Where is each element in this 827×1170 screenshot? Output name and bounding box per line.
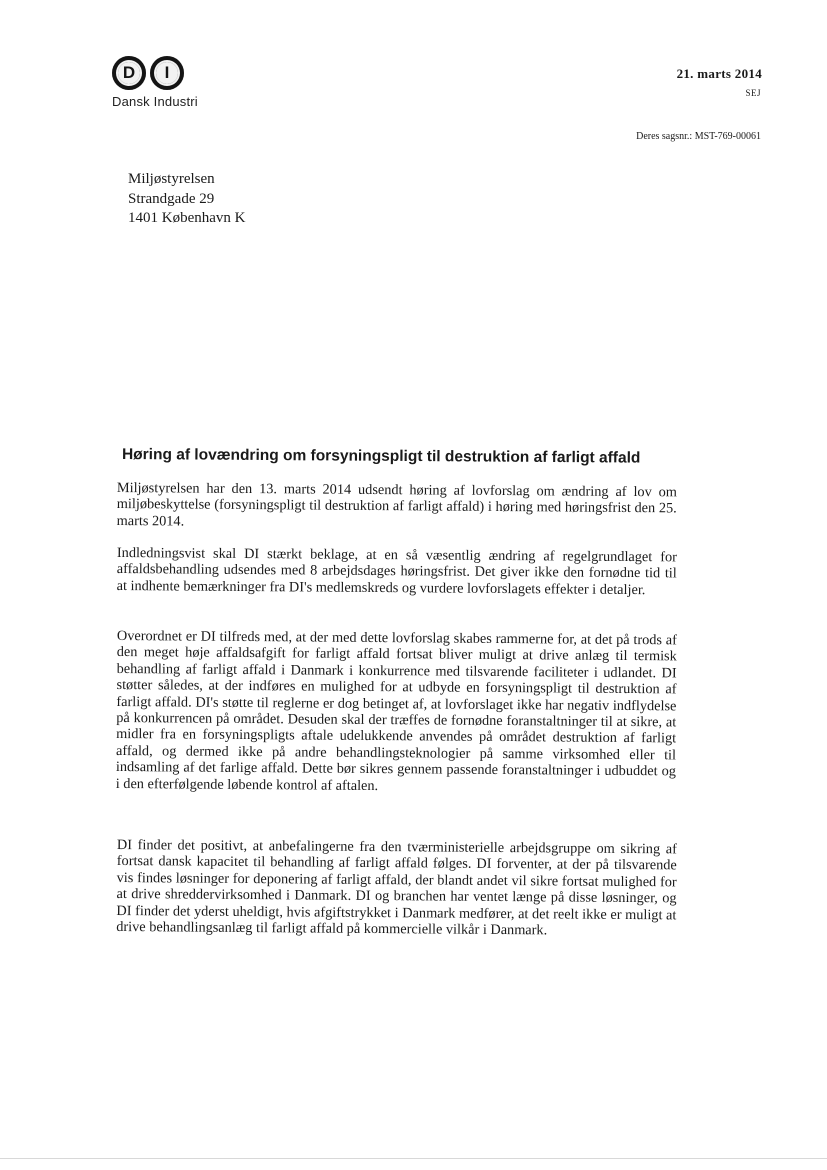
org-name: Dansk Industri bbox=[112, 94, 198, 109]
recipient-address bbox=[128, 170, 245, 229]
logo-letter-d: D bbox=[118, 62, 140, 84]
logo-circle-i bbox=[150, 56, 184, 90]
body-paragraph: Overordnet er DI tilfreds med, at der med dette lovforslag skabes rammerne for, at det på trods af den meget høje affaldsafgift for farligt affald fortsat bliver muligt at drive anlæg til termisk behandling af farligt affald i Danmark i konkurrence med tilsvarende faciliteter i udlandet. DI støtter således, at der indføres en mulighed for at udbyde en forsyningspligt til destruktion af farligt affald. DI's støtte til reglerne er dog betinget af, at lovforslaget ikke har negativ indflydelse på konkurrencen på området. Desuden skal der træffes de fornødne foranstaltninger til at sikre, at midler fra en forsyningspligts aftale udelukkende anvendes på området destruktion af farligt affald, og dermed ikke på andre behandlingsteknologier på samme virksomhed eller til indsamling af det farlige affald. Dette bør sikres gennem passende foranstaltninger i udbuddet og i den efterfølgende løbende kontrol af aftalen. bbox=[115, 628, 677, 794]
sender-initials: SEJ bbox=[745, 88, 761, 98]
case-reference: Deres sagsnr.: MST-769-00061 bbox=[636, 131, 761, 142]
logo-mark bbox=[112, 56, 232, 90]
recipient-name: Miljøstyrelsen bbox=[128, 171, 215, 187]
body-paragraph: DI finder det positivt, at anbefalingerne fra den tværministerielle arbejdsgruppe om sikring af fortsat dansk kapacitet til behandling af farligt affald følges. DI forventer, at der på tilsvarende vis findes løsninger for deponering af farligt affald, der blandt andet vil sikre fortsat mulighed for at drive shreddervirksomhed i Danmark. DI og branchen har ventet længe på disse løsninger, og DI finder det yderst uheldigt, hvis afgiftstrykket i Danmark medfører, at det reelt ikke er muligt at drive behandlingsanlæg til farligt affald på kommercielle vilkår i Danmark. bbox=[116, 837, 677, 939]
scan-edge-line bbox=[0, 1158, 827, 1159]
logo-letter-i: I bbox=[156, 62, 178, 84]
recipient-city: 1401 København K bbox=[128, 210, 246, 226]
letter-date: 21. marts 2014 bbox=[676, 66, 762, 81]
di-logo bbox=[112, 56, 232, 116]
subject-heading: Høring af lovændring om forsyningspligt til destruktion af farligt affald bbox=[121, 446, 641, 467]
body-paragraph: Miljøstyrelsen har den 13. marts 2014 udsendt høring af lovforslag om ændring af lov om miljøbeskyttelse (forsyningspligt til destruktion af farligt affald) i høring med høringsfrist den 25. marts 2014. bbox=[116, 480, 677, 530]
logo-circle-d bbox=[112, 56, 146, 90]
body-paragraph: Indledningsvist skal DI stærkt beklage, at en så væsentlig ændring af regelgrundlaget for affaldsbehandling udsendes med 8 arbejdsdages høringsfrist. Det giver ikke den fornødne tid til at indhente bemærkninger fra DI's medlemskreds og vurdere lovforslagets effekter i detaljer. bbox=[116, 545, 677, 598]
recipient-street: Strandgade 29 bbox=[128, 190, 215, 207]
